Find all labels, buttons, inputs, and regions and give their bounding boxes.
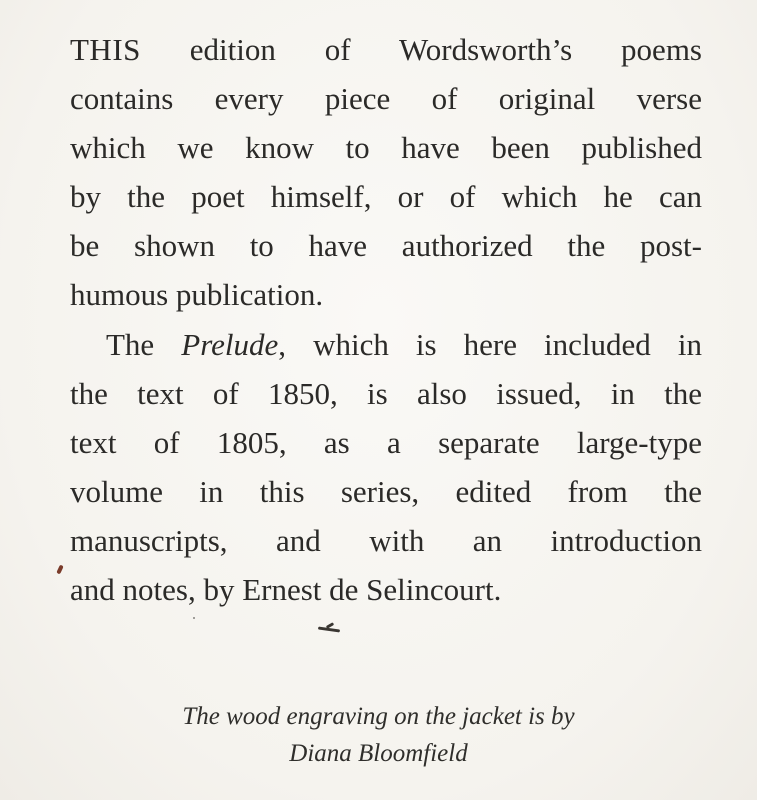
paragraph-1-line-2: contains every piece of original verse xyxy=(70,81,702,116)
prelude-title: Prelude xyxy=(181,327,279,362)
paragraph-1-line-3: which we know to have been published xyxy=(70,130,702,165)
paragraph-1-line-5: be shown to have authorized the post- xyxy=(70,228,702,263)
ink-speck xyxy=(56,565,63,575)
ink-speck xyxy=(193,617,195,619)
paragraph-2-line-3: text of 1805, as a separate large-type xyxy=(70,425,702,460)
paragraph-1-line-1 xyxy=(70,30,702,70)
paragraph-2-line-6: and notes, by Ernest de Selincourt. xyxy=(70,572,502,607)
caption-line-2: Diana Bloomfield xyxy=(289,740,468,767)
paragraph-2-line-5: manuscripts, and with an introduction xyxy=(70,523,702,558)
paragraph-2-line-1 xyxy=(106,325,702,365)
paragraph-1-lead-word: THIS xyxy=(70,32,141,67)
caption-line-1: The wood engraving on the jacket is by xyxy=(182,703,575,730)
paragraph-1-line-4: by the poet himself, or of which he can xyxy=(70,179,702,214)
paragraph-2-line-4: volume in this series, edited from the xyxy=(70,474,702,509)
paragraph-2-line-2: the text of 1850, is also issued, in the xyxy=(70,376,702,411)
paragraph-1-line-1-rest: edition of Wordsworth’s poems xyxy=(140,32,702,67)
paragraph-1-line-6: humous publication. xyxy=(70,277,324,312)
paragraph-2-line-1-pre: The xyxy=(106,327,182,362)
paragraph-2-line-1-post: , which is here included in xyxy=(278,327,702,362)
